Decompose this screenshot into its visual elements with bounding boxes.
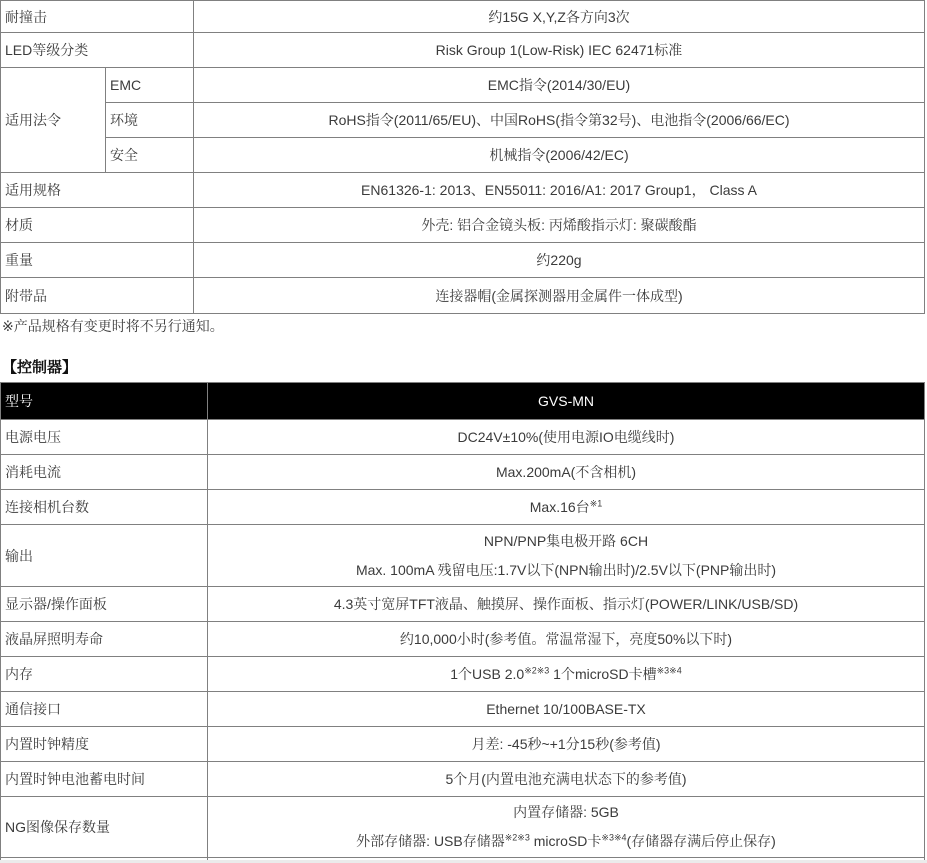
spec-value-cell xyxy=(208,455,925,490)
value-line xyxy=(212,458,920,487)
spec-label-cell: 通信接口 xyxy=(1,692,208,727)
spec-label-cell: 材质 xyxy=(1,208,194,243)
spec-value-cell: 外壳: 铝合金镜头板: 丙烯酸指示灯: 聚碳酸酯 xyxy=(194,208,925,243)
spec-row xyxy=(1,33,925,68)
value-text: 5个月(内置电池充满电状态下的参考值) xyxy=(445,770,687,787)
value-text: 外部存储器: USB存储器 xyxy=(356,833,505,849)
spec-row xyxy=(1,657,925,692)
spec-value-cell: EMC指令(2014/30/EU) xyxy=(194,68,925,103)
value-text: DC24V±10%(使用电源IO电缆线时) xyxy=(457,428,675,445)
value-line xyxy=(212,730,920,759)
value-text: NPN/PNP集电极开路 6CH xyxy=(483,532,649,549)
spec-label-cell: 电源电压 xyxy=(1,420,208,455)
spec-label-cell: 附带品 xyxy=(1,278,194,314)
value-text: Ethernet 10/100BASE-TX xyxy=(486,700,646,717)
value-text: 约10,000小时(参考值。常温常湿下，亮度50%以下时) xyxy=(399,630,733,647)
sensor-spec-table xyxy=(0,0,925,314)
footnote-ref: ※1 xyxy=(589,497,603,508)
spec-label-cell: 重量 xyxy=(1,243,194,278)
controller-section-title: 【控制器】 xyxy=(2,359,78,376)
spec-label-cell: 安全 xyxy=(106,138,194,173)
spec-value-cell: 约220g xyxy=(194,243,925,278)
spec-value-cell xyxy=(208,622,925,657)
footnote-ref: ※2※3 xyxy=(524,664,550,675)
spec-row xyxy=(1,420,925,455)
spec-row xyxy=(1,103,925,138)
spec-label-cell: EMC xyxy=(106,68,194,103)
value-text: Max.16台 xyxy=(529,498,590,515)
spec-value-cell xyxy=(208,727,925,762)
value-line xyxy=(212,590,920,619)
footnote-ref: ※2※3 xyxy=(504,832,530,843)
value-line xyxy=(212,660,920,689)
spec-row xyxy=(1,278,925,314)
value-text: 4.3英寸宽屏TFT液晶、触摸屏、操作面板、指示灯(POWER/LINK/USB/SD) xyxy=(333,595,799,612)
spec-value-cell: 约15G X,Y,Z各方向3次 xyxy=(194,1,925,33)
spec-label-cell: 内存 xyxy=(1,657,208,692)
spec-label-cell: 内置时钟电池蓄电时间 xyxy=(1,762,208,797)
spec-label-cell: 适用法令 xyxy=(1,68,106,173)
spec-value-cell: 机械指令(2006/42/EC) xyxy=(194,138,925,173)
spec-label-cell: 消耗电流 xyxy=(1,455,208,490)
spec-row xyxy=(1,762,925,797)
value-text: 1个USB 2.0 xyxy=(450,665,525,682)
spec-change-note: ※产品规格有变更时将不另行通知。 xyxy=(2,318,224,334)
spec-value-cell xyxy=(208,692,925,727)
model-header-value: GVS-MN xyxy=(208,383,925,420)
spec-label-cell: LED等级分类 xyxy=(1,33,194,68)
spec-row xyxy=(1,727,925,762)
controller-spec-table-body xyxy=(1,383,925,863)
value-line xyxy=(212,527,920,556)
spec-label-cell: 液晶屏照明寿命 xyxy=(1,622,208,657)
spec-row xyxy=(1,1,925,33)
value-text: Max. 100mA 残留电压:1.7V以下(NPN输出时)/2.5V以下(PNP输出时) xyxy=(355,561,777,578)
spec-value-cell xyxy=(208,420,925,455)
sensor-spec-table-body xyxy=(1,1,925,314)
value-line xyxy=(212,765,920,794)
spec-label-cell: NG图像保存数量 xyxy=(1,797,208,858)
spec-label-cell: 显示器/操作面板 xyxy=(1,587,208,622)
spec-label-cell: 耐撞击 xyxy=(1,1,194,33)
footnote-ref: ※3※4 xyxy=(656,664,682,675)
value-line xyxy=(212,423,920,452)
spec-row xyxy=(1,490,925,525)
spec-row xyxy=(1,587,925,622)
value-text: microSD卡 xyxy=(529,833,602,849)
spec-value-cell: Risk Group 1(Low-Risk) IEC 62471标准 xyxy=(194,33,925,68)
spec-row xyxy=(1,243,925,278)
spec-label-cell: 环境 xyxy=(106,103,194,138)
spec-value-cell xyxy=(208,587,925,622)
value-text: 内置存储器: 5GB xyxy=(513,804,619,820)
controller-spec-table xyxy=(0,382,925,863)
value-line xyxy=(212,493,920,522)
value-line xyxy=(212,695,920,724)
spec-label-cell: 适用规格 xyxy=(1,173,194,208)
spec-value-cell xyxy=(208,490,925,525)
value-text: 1个microSD卡槽 xyxy=(549,665,657,682)
spec-value-cell: 连接器帽(金属探测器用金属件一体成型) xyxy=(194,278,925,314)
spec-value-cell xyxy=(208,525,925,587)
spec-row xyxy=(1,622,925,657)
spec-row xyxy=(1,173,925,208)
model-header-label: 型号 xyxy=(1,383,208,420)
spec-row xyxy=(1,208,925,243)
spec-row xyxy=(1,138,925,173)
footnote-ref: ※3※4 xyxy=(601,832,627,843)
spec-row xyxy=(1,692,925,727)
value-text: 月差: -45秒~+1分15秒(参考值) xyxy=(471,735,661,752)
spec-row xyxy=(1,525,925,587)
value-line xyxy=(212,556,920,585)
spec-row xyxy=(1,455,925,490)
value-line xyxy=(212,625,920,654)
value-text: Max.200mA(不含相机) xyxy=(495,463,637,480)
spec-label-cell: 输出 xyxy=(1,525,208,587)
value-line xyxy=(212,827,920,856)
spec-value-cell: RoHS指令(2011/65/EU)、中国RoHS(指令第32号)、电池指令(2006/66/EC) xyxy=(194,103,925,138)
controller-header-row xyxy=(1,383,925,420)
spec-label-cell: 连接相机台数 xyxy=(1,490,208,525)
spec-value-cell xyxy=(208,657,925,692)
spec-value-cell xyxy=(208,762,925,797)
value-text: (存储器存满后停止保存) xyxy=(626,833,776,849)
spec-value-cell: EN61326-1: 2013、EN55011: 2016/A1: 2017 Group1， Class A xyxy=(194,173,925,208)
spec-row xyxy=(1,797,925,858)
value-line xyxy=(212,798,920,827)
spec-value-cell xyxy=(208,797,925,858)
spec-label-cell: 内置时钟精度 xyxy=(1,727,208,762)
spec-row xyxy=(1,68,925,103)
